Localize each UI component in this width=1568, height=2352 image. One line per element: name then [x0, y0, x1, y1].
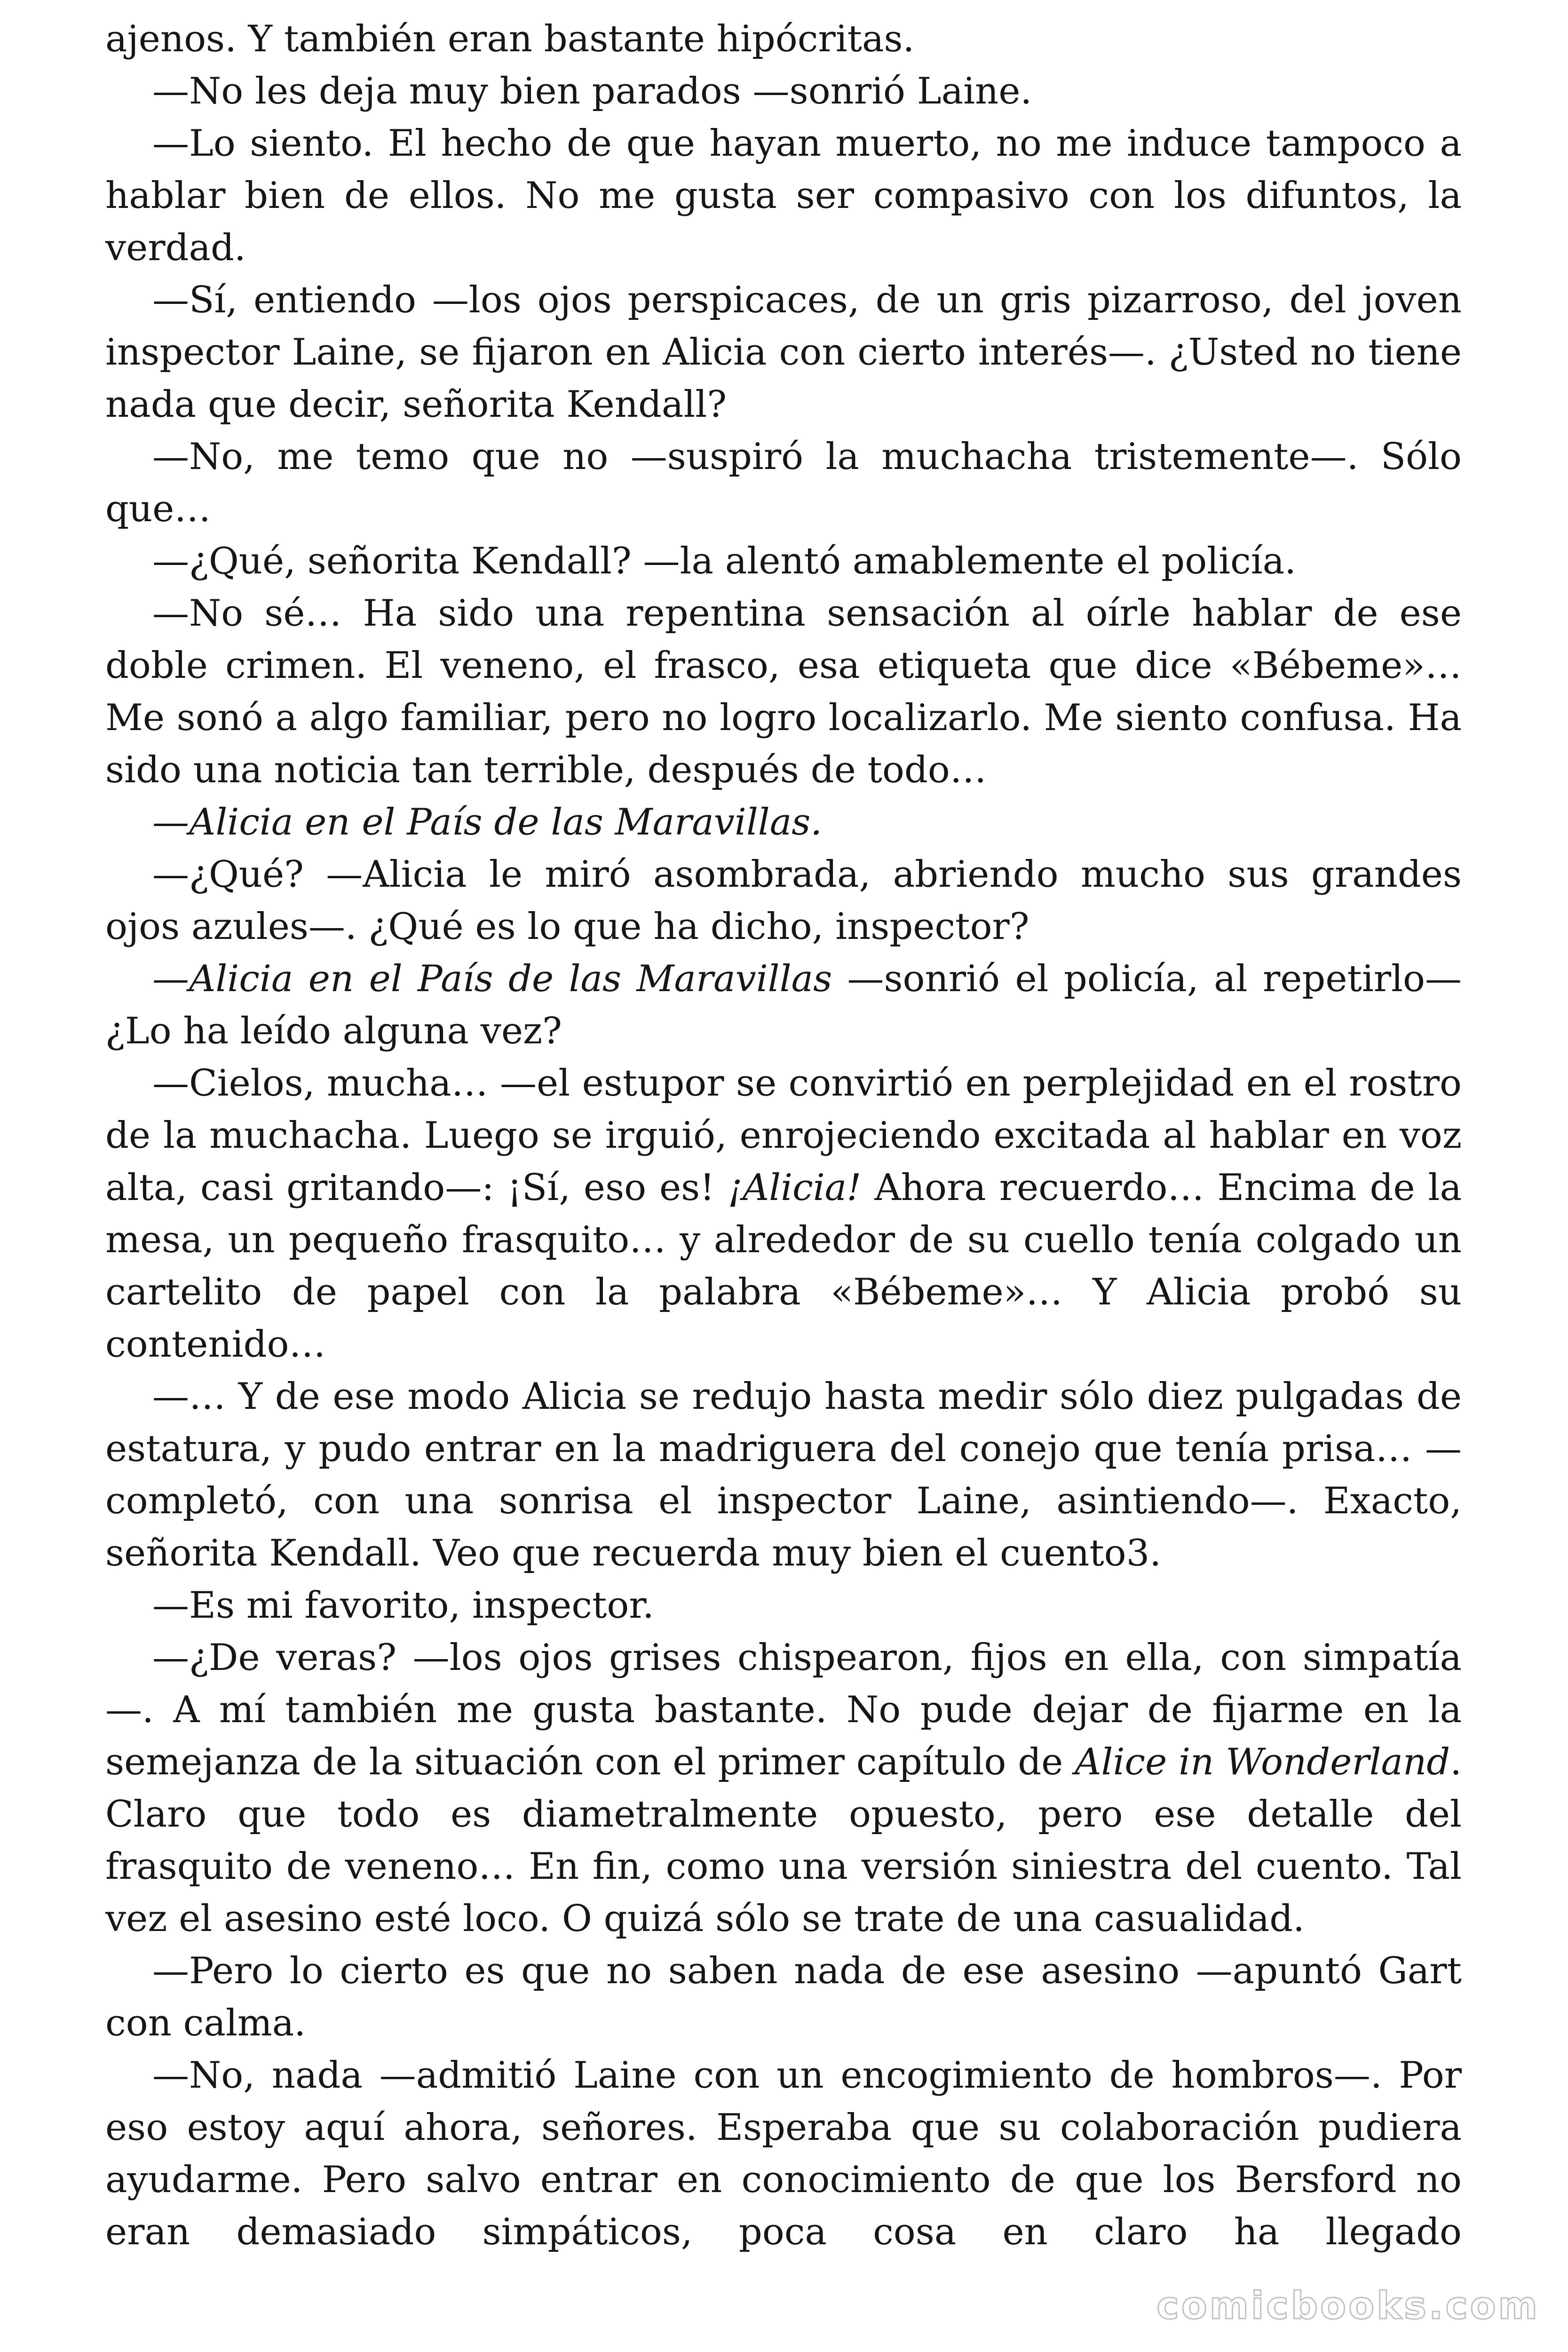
- paragraph-text: —Cielos, mucha… —el estupor se convirtió en perplejidad en el rostro de la muchacha. Luego se irguió, enrojeciendo excitada al hablar en voz alta, casi gritando—: ¡Sí, eso es!: [105, 1062, 1462, 1209]
- paragraph-text: —Pero lo cierto es que no saben nada de ese asesino —apuntó Gart con calma.: [105, 1950, 1462, 2044]
- paragraph-text: —sonrió el policía, al repetirlo— ¿Lo ha leído alguna vez?: [105, 958, 1462, 1052]
- paragraph: [105, 796, 1462, 849]
- watermark-comicbooks: comicbooks.com: [1156, 2284, 1540, 2328]
- paragraph: [105, 1632, 1462, 1945]
- paragraph: [105, 1580, 1462, 1632]
- paragraph: [105, 118, 1462, 274]
- paragraph-text: —No, me temo que no —suspiró la muchacha tristemente—. Sólo que…: [105, 436, 1462, 530]
- paragraph-text: —¿Qué? —Alicia le miró asombrada, abriendo mucho sus grandes ojos azules—. ¿Qué es lo que ha dicho, inspector?: [105, 853, 1462, 948]
- paragraph: [105, 431, 1462, 535]
- paragraph: [105, 1945, 1462, 2050]
- paragraph-text: —Lo siento. El hecho de que hayan muerto, no me induce tampoco a hablar bien de ellos. No me gusta ser compasivo con los difuntos, la verdad.: [105, 122, 1462, 269]
- paragraph-text: —¿De veras? —los ojos grises chispearon, fijos en ella, con simpatía —. A mí también me gusta bastante. No pude dejar de fijarme en la semejanza de la situación con el primer capítulo de: [105, 1637, 1462, 1783]
- paragraph-text: —No les deja muy bien parados —sonrió Laine.: [152, 70, 1032, 112]
- paragraph-text: . Claro que todo es diametralmente opuesto, pero ese detalle del frasquito de veneno… En fin, como una versión siniestra del cuento. Tal vez el asesino esté loco. O quizá sólo se trate de una casualidad.: [105, 1741, 1462, 1940]
- paragraph-text: —Es mi favorito, inspector.: [152, 1584, 654, 1627]
- paragraph: [105, 2050, 1462, 2258]
- paragraph: [105, 274, 1462, 431]
- book-page-text: [105, 13, 1462, 2258]
- italic-text: Alice in Wonderland: [1075, 1741, 1450, 1783]
- italic-text: —Alicia en el País de las Maravillas: [152, 958, 832, 1000]
- paragraph: [105, 535, 1462, 588]
- paragraph-text: —No sé… Ha sido una repentina sensación al oírle hablar de ese doble crimen. El veneno, el frasco, esa etiqueta que dice «Bébeme»… Me sonó a algo familiar, pero no logro localizarlo. Me siento confusa. Ha sido una noticia tan terrible, después de todo…: [105, 592, 1462, 791]
- italic-text: ¡Alicia!: [728, 1167, 862, 1209]
- paragraph-text: —… Y de ese modo Alicia se redujo hasta medir sólo diez pulgadas de estatura, y pudo entrar en la madriguera del conejo que tenía prisa… —completó, con una sonrisa el inspector Laine, asintiendo—. Exacto, señorita Kendall. Veo que recuerda muy bien el cuento3.: [105, 1375, 1462, 1574]
- paragraph-text: —Sí, entiendo —los ojos perspicaces, de un gris pizarroso, del joven inspector Laine, se fijaron en Alicia con cierto interés—. ¿Usted no tiene nada que decir, señorita Kendall?: [105, 279, 1462, 426]
- paragraph: [105, 849, 1462, 953]
- paragraph: [105, 65, 1462, 118]
- paragraph-text: Ahora recuerdo… Encima de la mesa, un pequeño frasquito… y alrededor de su cuello tenía colgado un cartelito de papel con la palabra «Bébeme»… Y Alicia probó su contenido…: [105, 1167, 1462, 1366]
- paragraph: [105, 953, 1462, 1057]
- paragraph: [105, 13, 1462, 65]
- paragraph-text: —No, nada —admitió Laine con un encogimiento de hombros—. Por eso estoy aquí ahora, señores. Esperaba que su colaboración pudiera ayudarme. Pero salvo entrar en conocimiento de que los Bersford no eran demasiado simpáticos, poca cosa en claro ha llegado: [105, 2054, 1462, 2253]
- paragraph-text: —¿Qué, señorita Kendall? —la alentó amablemente el policía.: [152, 540, 1296, 582]
- paragraph-text: ajenos. Y también eran bastante hipócritas.: [105, 18, 915, 60]
- paragraph: [105, 1371, 1462, 1580]
- italic-text: —Alicia en el País de las Maravillas.: [152, 801, 823, 843]
- paragraph: [105, 1057, 1462, 1371]
- paragraph: [105, 588, 1462, 796]
